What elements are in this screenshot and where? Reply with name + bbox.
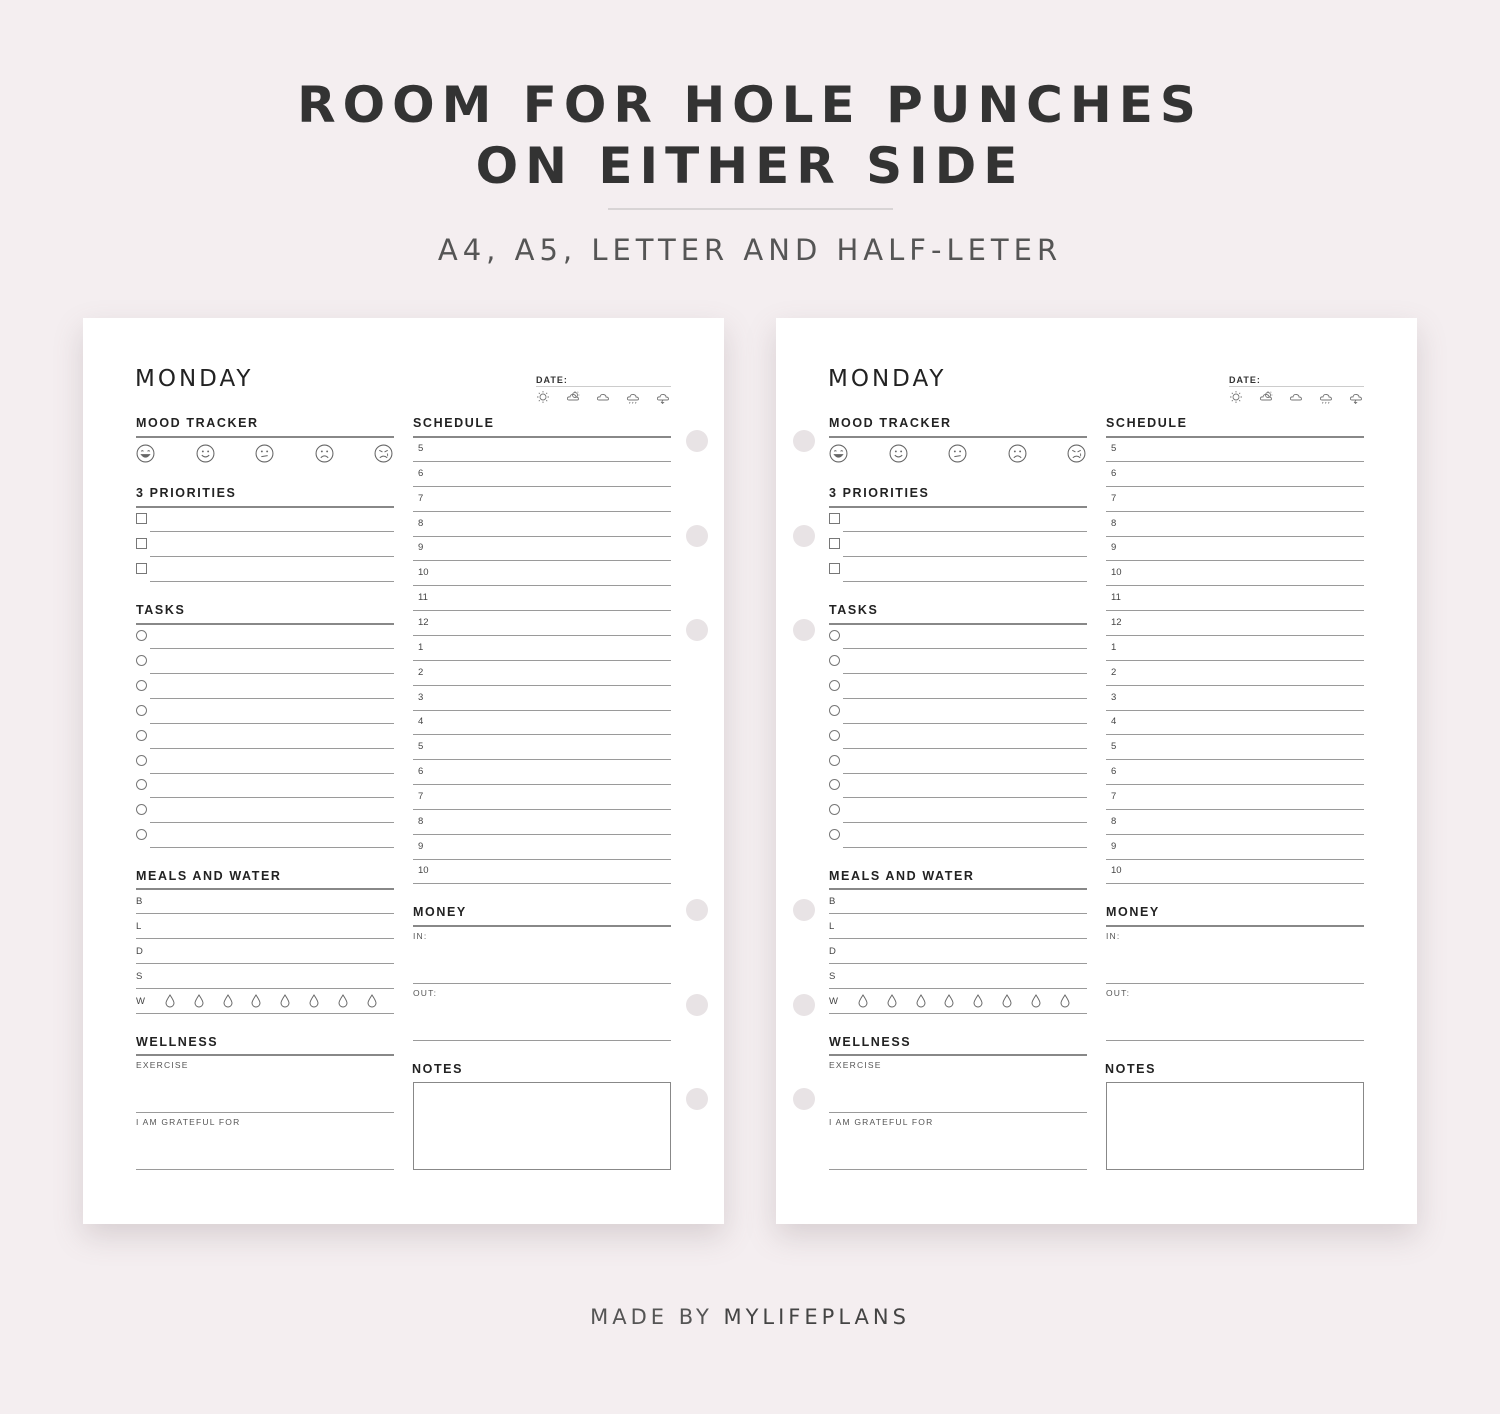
schedule-line[interactable] [1106, 859, 1364, 860]
task-line[interactable] [150, 673, 394, 674]
very-happy-face-icon[interactable] [829, 444, 848, 463]
schedule-rule [1106, 436, 1364, 438]
cloud-icon[interactable] [596, 390, 610, 404]
priority-line[interactable] [843, 581, 1087, 582]
notes-box[interactable] [1106, 1082, 1364, 1170]
task-checkbox[interactable] [829, 779, 840, 790]
priority-checkbox[interactable] [829, 513, 840, 524]
storm-cloud-icon[interactable] [1349, 390, 1363, 404]
task-checkbox[interactable] [136, 655, 147, 666]
money-title: MONEY [413, 905, 467, 919]
task-checkbox[interactable] [829, 680, 840, 691]
meal-line[interactable] [829, 988, 1087, 989]
planner-sheet-left [83, 318, 724, 1224]
schedule-hour: 5 [418, 741, 424, 753]
schedule-line[interactable] [413, 660, 671, 661]
meal-label: B [829, 896, 836, 907]
exercise-label: EXERCISE [829, 1060, 882, 1070]
schedule-line[interactable] [1106, 734, 1364, 735]
schedule-line[interactable] [413, 560, 671, 561]
punch-hole [686, 430, 708, 452]
task-line[interactable] [843, 723, 1087, 724]
task-line[interactable] [150, 822, 394, 823]
schedule-hour: 6 [1111, 467, 1117, 479]
meal-line[interactable] [829, 913, 1087, 914]
neutral-face-icon[interactable] [948, 444, 967, 463]
sad-face-icon[interactable] [1008, 444, 1027, 463]
schedule-line[interactable] [413, 834, 671, 835]
schedule-line[interactable] [413, 759, 671, 760]
task-checkbox[interactable] [136, 680, 147, 691]
rain-cloud-icon[interactable] [1319, 390, 1333, 404]
schedule-hour: 3 [1111, 691, 1117, 703]
schedule-hour: 7 [1111, 492, 1117, 504]
schedule-hour: 8 [418, 815, 424, 827]
schedule-line[interactable] [1106, 660, 1364, 661]
priority-line[interactable] [843, 556, 1087, 557]
schedule-hour: 6 [1111, 766, 1117, 778]
money-in-line[interactable] [1106, 983, 1364, 984]
schedule-hour: 10 [1111, 567, 1122, 579]
schedule-line[interactable] [1106, 834, 1364, 835]
sun-icon[interactable] [536, 390, 550, 404]
schedule-line[interactable] [1106, 710, 1364, 711]
meal-label: L [829, 921, 835, 932]
schedule-hour: 7 [1111, 790, 1117, 802]
mood-tracker-title: MOOD TRACKER [136, 416, 259, 430]
priorities-rule [136, 506, 394, 508]
meal-line[interactable] [136, 988, 394, 989]
task-checkbox[interactable] [136, 779, 147, 790]
task-line[interactable] [150, 797, 394, 798]
punch-hole [686, 994, 708, 1016]
mood-tracker-rule [136, 436, 394, 438]
priorities-rule [829, 506, 1087, 508]
schedule-hour: 2 [1111, 666, 1117, 678]
punch-hole [686, 899, 708, 921]
schedule-hour: 9 [418, 840, 424, 852]
grateful-line[interactable] [136, 1169, 394, 1170]
water-drop-icon[interactable] [165, 994, 175, 1008]
meal-label: S [136, 971, 143, 982]
meal-line[interactable] [136, 913, 394, 914]
rain-cloud-icon[interactable] [626, 390, 640, 404]
happy-face-icon[interactable] [196, 444, 215, 463]
task-checkbox[interactable] [829, 804, 840, 815]
task-line[interactable] [843, 673, 1087, 674]
priority-line[interactable] [843, 531, 1087, 532]
water-drop-icon[interactable] [367, 994, 377, 1008]
schedule-hour: 11 [1111, 592, 1121, 604]
very-sad-face-icon[interactable] [374, 444, 393, 463]
task-line[interactable] [843, 797, 1087, 798]
footer-prefix: MADE BY [590, 1305, 713, 1329]
grateful-label: I AM GRATEFUL FOR [136, 1117, 241, 1127]
priority-checkbox[interactable] [829, 563, 840, 574]
very-happy-face-icon[interactable] [136, 444, 155, 463]
schedule-hour: 5 [1111, 741, 1117, 753]
schedule-line[interactable] [413, 511, 671, 512]
neutral-face-icon[interactable] [255, 444, 274, 463]
schedule-line[interactable] [1106, 635, 1364, 636]
tasks-rule [829, 623, 1087, 625]
money-rule [413, 925, 671, 927]
footer-brand: MYLIFEPLANS [723, 1305, 910, 1329]
meal-line[interactable] [136, 938, 394, 939]
task-checkbox[interactable] [136, 804, 147, 815]
schedule-hour: 1 [1111, 641, 1117, 653]
task-checkbox[interactable] [136, 630, 147, 641]
priority-checkbox[interactable] [136, 538, 147, 549]
task-checkbox[interactable] [136, 705, 147, 716]
planner-sheet-right [776, 318, 1417, 1224]
punch-hole [793, 1088, 815, 1110]
water-drop-icon[interactable] [309, 994, 319, 1008]
task-checkbox[interactable] [829, 755, 840, 766]
water-label: W [136, 996, 145, 1007]
punch-hole [793, 619, 815, 641]
date-field[interactable] [1229, 386, 1364, 387]
water-drop-icon[interactable] [858, 994, 868, 1008]
schedule-hour: 6 [418, 467, 424, 479]
punch-hole [686, 619, 708, 641]
schedule-line[interactable] [1106, 610, 1364, 611]
water-drop-icon[interactable] [1031, 994, 1041, 1008]
money-out-label: OUT: [413, 988, 438, 998]
mood-tracker-rule [829, 436, 1087, 438]
schedule-hour: 7 [418, 790, 424, 802]
task-line[interactable] [150, 648, 394, 649]
money-out-line[interactable] [1106, 1040, 1364, 1041]
schedule-hour: 1 [418, 641, 424, 653]
partly-cloudy-icon[interactable] [566, 390, 580, 404]
money-in-line[interactable] [413, 983, 671, 984]
schedule-hour: 12 [418, 616, 429, 628]
tasks-title: TASKS [829, 603, 879, 617]
task-checkbox[interactable] [136, 730, 147, 741]
schedule-hour: 6 [418, 766, 424, 778]
mood-faces-row [829, 444, 1087, 464]
water-drop-icon[interactable] [223, 994, 233, 1008]
schedule-hour: 4 [418, 716, 424, 728]
schedule-line[interactable] [413, 461, 671, 462]
schedule-hour: 10 [418, 865, 429, 877]
headline-line-1: ROOM FOR HOLE PUNCHES [297, 76, 1203, 134]
schedule-line[interactable] [1106, 461, 1364, 462]
task-checkbox[interactable] [136, 829, 147, 840]
schedule-hour: 3 [418, 691, 424, 703]
day-title: MONDAY [135, 366, 254, 392]
date-label: DATE: [1229, 375, 1261, 385]
sun-icon[interactable] [1229, 390, 1243, 404]
water-drop-icon[interactable] [973, 994, 983, 1008]
priority-line[interactable] [150, 556, 394, 557]
task-line[interactable] [150, 773, 394, 774]
meals-rule [829, 888, 1087, 890]
schedule-hour: 5 [1111, 443, 1117, 454]
water-drop-icon[interactable] [1002, 994, 1012, 1008]
punch-hole [793, 430, 815, 452]
money-in-label: IN: [413, 931, 428, 941]
schedule-hour: 7 [418, 492, 424, 504]
schedule-hour: 5 [418, 443, 424, 454]
schedule-line[interactable] [413, 486, 671, 487]
schedule-line[interactable] [413, 784, 671, 785]
schedule-hour: 2 [418, 666, 424, 678]
happy-face-icon[interactable] [889, 444, 908, 463]
water-drop-icon[interactable] [338, 994, 348, 1008]
schedule-line[interactable] [413, 585, 671, 586]
mood-faces-row [136, 444, 394, 464]
exercise-label: EXERCISE [136, 1060, 189, 1070]
schedule-hour: 4 [1111, 716, 1117, 728]
schedule-line[interactable] [413, 809, 671, 810]
footer-credit [0, 1305, 1500, 1329]
grateful-line[interactable] [829, 1169, 1087, 1170]
task-checkbox[interactable] [829, 630, 840, 641]
water-line [136, 1013, 394, 1014]
schedule-line[interactable] [1106, 486, 1364, 487]
priority-checkbox[interactable] [829, 538, 840, 549]
schedule-line[interactable] [1106, 685, 1364, 686]
task-line[interactable] [843, 847, 1087, 848]
mood-tracker-title: MOOD TRACKER [829, 416, 952, 430]
wellness-rule [829, 1054, 1087, 1056]
priorities-title: 3 PRIORITIES [136, 486, 237, 500]
schedule-line[interactable] [413, 610, 671, 611]
date-field[interactable] [536, 386, 671, 387]
priority-line[interactable] [150, 581, 394, 582]
title-divider [608, 208, 893, 210]
task-line[interactable] [843, 698, 1087, 699]
schedule-hour: 8 [1111, 815, 1117, 827]
meal-label: D [136, 946, 143, 957]
task-line[interactable] [150, 698, 394, 699]
schedule-title: SCHEDULE [413, 416, 495, 430]
meal-line[interactable] [829, 938, 1087, 939]
money-in-label: IN: [1106, 931, 1121, 941]
priority-checkbox[interactable] [136, 513, 147, 524]
task-line[interactable] [843, 822, 1087, 823]
schedule-hour: 10 [418, 567, 429, 579]
task-line[interactable] [150, 748, 394, 749]
task-line[interactable] [150, 847, 394, 848]
task-checkbox[interactable] [829, 730, 840, 741]
priority-checkbox[interactable] [136, 563, 147, 574]
schedule-line[interactable] [1106, 536, 1364, 537]
task-line[interactable] [843, 773, 1087, 774]
meal-line[interactable] [829, 963, 1087, 964]
task-line[interactable] [843, 748, 1087, 749]
punch-hole [686, 1088, 708, 1110]
schedule-title: SCHEDULE [1106, 416, 1188, 430]
storm-cloud-icon[interactable] [656, 390, 670, 404]
water-drop-icon[interactable] [944, 994, 954, 1008]
schedule-line[interactable] [413, 536, 671, 537]
day-title: MONDAY [828, 366, 947, 392]
task-checkbox[interactable] [829, 655, 840, 666]
notes-title: NOTES [1105, 1062, 1157, 1076]
wellness-title: WELLNESS [829, 1035, 912, 1049]
schedule-line[interactable] [1106, 759, 1364, 760]
water-label: W [829, 996, 838, 1007]
meal-line[interactable] [136, 963, 394, 964]
meal-label: S [829, 971, 836, 982]
weather-row [536, 390, 671, 404]
water-drop-icon[interactable] [194, 994, 204, 1008]
schedule-line[interactable] [1106, 560, 1364, 561]
schedule-hour: 8 [1111, 517, 1117, 529]
cloud-icon[interactable] [1289, 390, 1303, 404]
sizes-subtitle: A4, A5, LETTER AND HALF-LETER [437, 233, 1063, 267]
schedule-line[interactable] [1106, 511, 1364, 512]
priorities-title: 3 PRIORITIES [829, 486, 930, 500]
money-out-label: OUT: [1106, 988, 1131, 998]
punch-hole [686, 525, 708, 547]
exercise-line[interactable] [829, 1112, 1087, 1113]
water-drop-icon[interactable] [887, 994, 897, 1008]
task-line[interactable] [150, 723, 394, 724]
tasks-rule [136, 623, 394, 625]
schedule-hour: 8 [418, 517, 424, 529]
schedule-line[interactable] [413, 635, 671, 636]
punch-hole [793, 899, 815, 921]
task-line[interactable] [843, 648, 1087, 649]
meal-label: D [829, 946, 836, 957]
exercise-line[interactable] [136, 1112, 394, 1113]
very-sad-face-icon[interactable] [1067, 444, 1086, 463]
sad-face-icon[interactable] [315, 444, 334, 463]
schedule-line[interactable] [413, 710, 671, 711]
date-label: DATE: [536, 375, 568, 385]
schedule-line[interactable] [1106, 585, 1364, 586]
tasks-title: TASKS [136, 603, 186, 617]
meals-rule [136, 888, 394, 890]
wellness-rule [136, 1054, 394, 1056]
schedule-line[interactable] [1106, 784, 1364, 785]
grateful-label: I AM GRATEFUL FOR [829, 1117, 934, 1127]
water-line [829, 1013, 1087, 1014]
schedule-line[interactable] [413, 685, 671, 686]
schedule-hour: 12 [1111, 616, 1122, 628]
schedule-hour: 10 [1111, 865, 1122, 877]
schedule-line[interactable] [413, 883, 671, 884]
task-checkbox[interactable] [829, 829, 840, 840]
water-drop-icon[interactable] [916, 994, 926, 1008]
partly-cloudy-icon[interactable] [1259, 390, 1273, 404]
meals-title: MEALS AND WATER [136, 869, 282, 883]
schedule-rule [413, 436, 671, 438]
water-drop-icon[interactable] [251, 994, 261, 1008]
schedule-hour: 11 [418, 592, 428, 604]
schedule-line[interactable] [1106, 809, 1364, 810]
wellness-title: WELLNESS [136, 1035, 219, 1049]
punch-hole [793, 525, 815, 547]
task-checkbox[interactable] [136, 755, 147, 766]
meal-label: B [136, 896, 143, 907]
schedule-hour: 9 [1111, 840, 1117, 852]
headline-line-2: ON EITHER SIDE [475, 137, 1025, 195]
water-drop-icon[interactable] [280, 994, 290, 1008]
punch-hole [793, 994, 815, 1016]
money-out-line[interactable] [413, 1040, 671, 1041]
money-rule [1106, 925, 1364, 927]
task-checkbox[interactable] [829, 705, 840, 716]
priority-line[interactable] [150, 531, 394, 532]
meal-label: L [136, 921, 142, 932]
money-title: MONEY [1106, 905, 1160, 919]
schedule-line[interactable] [1106, 883, 1364, 884]
meals-title: MEALS AND WATER [829, 869, 975, 883]
schedule-hour: 9 [418, 542, 424, 554]
schedule-line[interactable] [413, 859, 671, 860]
weather-row [1229, 390, 1364, 404]
notes-box[interactable] [413, 1082, 671, 1170]
schedule-hour: 9 [1111, 542, 1117, 554]
notes-title: NOTES [412, 1062, 464, 1076]
schedule-line[interactable] [413, 734, 671, 735]
water-drop-icon[interactable] [1060, 994, 1070, 1008]
